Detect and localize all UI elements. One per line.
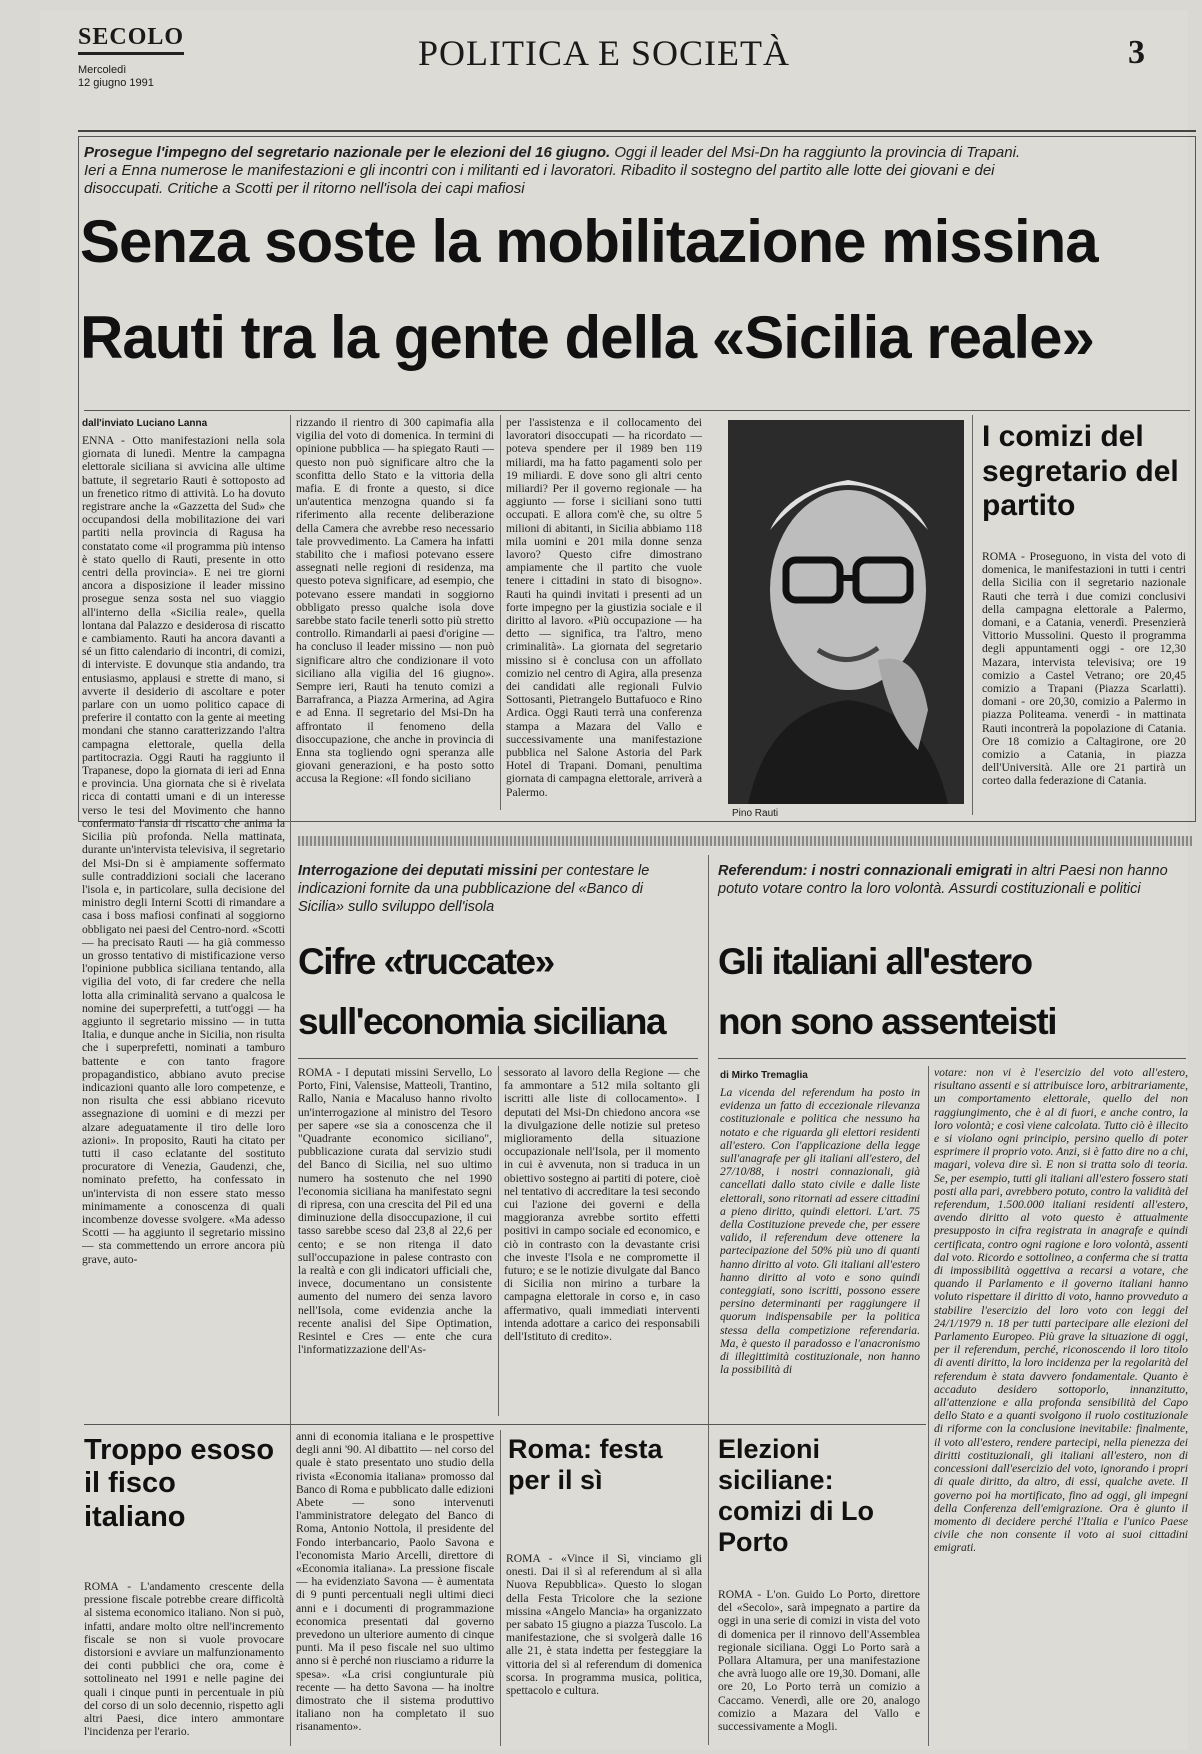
cifre-kicker (298, 862, 688, 916)
festa-headline: Roma: festa per il sì (508, 1434, 663, 1496)
loporto-body: ROMA - L'on. Guido Lo Porto, direttore del «Secolo», sarà impegnato a partire da oggi in una serie di comizi in vista del voto di domenica per il rinnovo dell'Assemblea regionale siciliana. Oggi Lo Porto sarà a Pollara Altamura, per una manifestazione che avrà luogo alle ore 19,30. Domani, alle ore 20, Lo Porto terrà un comizio a Caccamo. Venerdì, alle ore 20, analogo comizio a Mazara del Vallo e successivamente a Mogli. (718, 1588, 920, 1734)
festa-body: ROMA - «Vince il Sì, vinciamo gli onesti. Dai il sì al referendum al sì alla Nuova Repubblica». Questo lo slogan della Festa Tricolore che la sezione missina «Angelo Mancia» ha organizzato per sabato 15 giugno a piazza Tuscolo. La manifestazione, che si svolgerà dalle 16 alle 21, è stata indetta per festeggiare la vittoria del sì al referendum di domenica scorsa. In programma musica, politica, spettacolo e cultura. (506, 1552, 702, 1698)
lead-kicker-rest: Oggi il leader del Msi-Dn ha raggiunto la provincia di Trapani. Ieri a Enna numerose le manifestazioni e gli incontri con i militanti ed i lavoratori. Ribadito il sostegno del partito alle lotte dei giovani e dei disoccupati. Critiche a Scotti per il ritorno nell'isola dei capi mafiosi (84, 144, 1021, 197)
masthead-date (78, 64, 154, 90)
masthead-weekday: Mercoledì (78, 64, 127, 76)
estero-kicker (718, 862, 1168, 898)
portrait-image (728, 420, 964, 804)
photo-caption: Pino Rauti (732, 808, 779, 819)
lead-headline-2: Rauti tra la gente della «Sicilia reale» (80, 304, 1094, 371)
fisco-column-2: anni di economia italiana e le prospettive degli anni '90. Al dibattito — nel corso del quale è stato presentato uno studio della rivista «Economia italiana» promosso dal Banco di Roma e pubblicato dalle edizioni Abete — sono intervenuti l'amministratore delegato del Banco di Roma, Antonio Nottola, il presidente del Fondo interbancario, Paolo Savona e l'economista Mario Arcelli, direttore di «Economia italiana». La pressione fiscale — ha evidenziato Savona — è aumentata di 9 punti percentuali negli ultimi dieci anni e i documenti di programmazione economica presentati dal governo prevedono un ulteriore aumento di cinque punti. Ma il peso fiscale nel suo ultimo anno si è perché non riusciamo a ridurre la spesa». «La crisi congiunturale più recente — ha detto Savona — ha inoltre dimostrato che il sistema produttivo italiano non ha completato il suo risanamento». (296, 1430, 494, 1734)
estero-kicker-bold: Referendum: i nostri connazionali emigrati (718, 863, 1013, 879)
column-rule (500, 1430, 501, 1746)
cifre-headline-2: sull'economia siciliana (298, 1001, 666, 1042)
column-rule (290, 415, 291, 1545)
column-rule (972, 415, 973, 815)
cifre-kicker-rest: per contestare le indicazioni fornite da una pubblicazione del «Banco di Sicilia» sullo sviluppo dell'isola (298, 863, 650, 915)
column-rule (498, 1066, 499, 1416)
lead-headline-1: Senza soste la mobilitazione missina (80, 208, 1098, 275)
section-title: POLITICA E SOCIETÀ (418, 33, 790, 73)
lead-column-2: rizzando il rientro di 300 capimafia alla vigilia del voto di domenica. In termini di opinione pubblica — ha spiegato Rauti — questo non può significare altro che la sconfitta dello Stato e la vittoria della mafia. E di fronte a questo, si dice un'autentica menzogna quando si fa riferimento alla recente deliberazione della Camera che avrebbe reso necessario tale provvedimento. La Camera ha infatti stabilito che i mafiosi potevano essere assegnati nelle regioni di residenza, ma questo poteva significare, ad esempio, che potevano essere mandati in soggiorno obbligato presso qualche isola dove sarebbe stato facile tenerli sotto più stretto controllo. Rimandarli ai paesi d'origine — ha concluso il leader missino — non può significare altro che condizionare il voto siciliano alla vigilia del 16 giugno». Sempre ieri, Rauti ha tenuto comizi a Barrafranca, a Piazza Armerina, ad Agira e ad Enna. Il segretario del Msi-Dn ha affrontato il fenomeno della disoccupazione, che anche in provincia di Enna sta togliendo ogni speranza alle giovani generazioni, e ha posto sotto accusa la Regione: «Il fondo siciliano (296, 416, 494, 786)
lead-column-3: per l'assistenza e il collocamento dei lavoratori disoccupati — ha ricordato — poteva spendere per il 1989 ben 119 miliardi, ma ha fatto pagamenti solo per 19 miliardi. E dove sono gli altri cento miliardi? Per il governo regionale — ha aggiunto — forse i siciliani sono tutti occupati. E allora com'è che, su oltre 5 milioni di abitanti, in Sicilia abbiamo 118 mila uomini e 201 mila donne senza lavoro? Questo cifre dimostrano ampiamente che il partito che vuole tenere i cittadini in stato di bisogno». Rauti ha quindi invitati i presenti ad un forte impegno per la giustizia sociale e il diritto al lavoro. «Più occupazione — ha detto — significa, tra l'altro, meno criminalità». La giornata del segretario missino si è conclusa con un affollato comizio nel centro di Agira, alla presenza dei candidati alle regionali Fulvio Sottosanti, Pietrangelo Buttafuoco e Rino Ardica. Oggi Rauti terrà una conferenza stampa a Mazara del Vallo e successivamente una manifestazione pubblica nel Salone Astoria del Park Hotel di Trapani. Domani, penultima giornata di campagna elettorale, arriverà a Palermo. (506, 416, 702, 799)
estero-kicker-rest: in altri Paesi non hanno potuto votare contro la loro volontà. Assurdi costituzionali e politici (718, 863, 1168, 897)
masthead-date-text: 12 giugno 1991 (78, 77, 154, 89)
fisco-column-1: ROMA - L'andamento crescente della pressione fiscale potrebbe creare difficoltà al sistema economico italiano. Non si può, infatti, andare molto oltre nell'incremento fiscale se non si vuole provocare distorsioni e avviare un malfunzionamento dei conti pubblici che ora, come è sottolineato nel 1991 e nelle pagine dei quali i cinque punti in percentuale in più del corso di un solo decennio, rispetto agli altri Paesi, dice intero ammontare l'incidenza per l'erario. (84, 1580, 284, 1739)
comizi-body: ROMA - Proseguono, in vista del voto di domenica, le manifestazioni in tutti i centri della Sicilia con il segretario nazionale Rauti che terrà i due comizi conclusivi della campagna elettorale a Palermo, domani, e a Catania, venerdì. Presenzierà Vittorio Mussolini. Questo il programma degli appuntamenti oggi - ore 12,30 Mazara, intervista televisiva; ore 19 comizio a Castel Vetrano; ore 20,45 comizio a Trapani (Piazza Scarlatti). domani - ore 20,30, comizio a Palermo in piazza Politeama. venerdì - in mattinata Rauti incontrerà la popolazione di Catania. Ore 18 comizio a Caltagirone, ore 20 comizio a Catania, in piazza dell'Università. Alle ore 21 partirà un corteo dalla federazione di Catania. (982, 550, 1186, 788)
column-rule (708, 855, 709, 1745)
page-number: 3 (1128, 34, 1145, 71)
comizi-headline: I comizi del segretario del partito (982, 420, 1179, 522)
lead-kicker (84, 144, 1024, 198)
column-rule (500, 415, 501, 810)
cifre-column-1: ROMA - I deputati missini Servello, Lo Porto, Fini, Valensise, Matteoli, Trantino, Rallo, Nania e Macaluso hanno rivolto un'interrogazione al ministro del Tesoro per sapere «se sia a conoscenza che il "Quadrante economico siciliano", pubblicazione curata dal servizio studi del Banco di Sicilia, nel suo ultimo numero ha sostenuto che nel 1990 l'economia siciliana ha manifestato segni di ripresa, con una crescita del Pil ed una diminuzione della disoccupazione, il cui tasso sarebbe sceso dal 23,8 al 22,6 per cento; e se non ritenga il dato sull'occupazione in palese contrasto con la realtà e con gli indicatori ufficiali che, invece, documentano un consistente aumento del numero dei senza lavoro nell'Isola, come evidenzia anche la recente analisi del Sipe Optimation, Resintel e Cres — ente che cura l'informatizzazione dell'As- (298, 1066, 492, 1357)
loporto-headline: Elezioni siciliane: comizi di Lo Porto (718, 1434, 875, 1558)
lead-kicker-bold: Prosegue l'impegno del segretario nazionale per le elezioni del 16 giugno. (84, 144, 611, 161)
estero-headline-1: Gli italiani all'estero (718, 941, 1032, 982)
estero-column-2: votare: non vi è l'esercizio del voto all'estero, risultano assenti e si attribuisce loro, arbitrariamente, un comportamento elettorale, quello del non raggiungimento, che è al di fuori, e anche contro, la loro volontà; e così viene calcolata. Tutto ciò è illecito e si violano ogni principio, persino quello di poter esprimere il proprio voto. Anzi, si è fatto dire no a chi, magari, voleva dire sì. E non si tratta solo di teoria. Se, per esempio, tutti gli italiani all'estero fossero stati posti alla pari, avrebbero potuto, contro la validità del referendum, 1.500.000 italiani residenti all'estero, avendo diritto al voto questo è attualmente presupposto in cifra registrata in anagrafe e quindi certificata, contro ogni ragione e loro volontà, assenti dal voto. Ricordo e sottolineo, a conferma che si tratta di impossibilità oggettiva a recarsi a votare, che quando il Parlamento e il governo italiani hanno voluto rispettare il diritto di voto, hanno provveduto a stabilire l'esercizio del loro voto con leggi del 24/1/1979 n. 18 per tutti partecipare alle elezioni del Parlamento Europeo. Più grave la situazione di oggi, per il referendum, perché, riconoscendo il loro titolo di aventi diritto, la loro incidenza per la regolarità del referendum è stata davvero fondamentale. Quanto è accaduto desidero sottoporlo, innanzitutto, all'attenzione e alla profonda sensibilità del Capo dello Stato e a quanti svolgono il ruolo costituzionale di riforme con la conclusione inevitabile: finalmente, il voto all'estero, rendere partecipi, nella pienezza dei diritti costituzionali, gli italiani all'estero, non di concessioni dall'esercizio del voto, ignorando i propri di quale diritto, da altro, di essi, qualche avete. Il governo poi ha mortificato, fino ad oggi, gli impegni della Conferenza dell'emigrazione. Ora è giunto il momento di decidere perché l'Italia e l'unico Paese civile che non consente il voto ai suoi cittadini emigrati. (934, 1066, 1188, 1555)
estero-column-1-text: La vicenda del referendum ha posto in evidenza un fatto di eccezionale rilevanza costituzionale e politica che nessuno ha notato e che riguarda gli elettori residenti all'estero. Con l'applicazione della legge sull'anagrafe per gli italiani all'estero, del 27/10/88, i nostri connazionali, già cancellati dallo stato civile e dalle liste elettorali, sono ritornati ad essere cittadini a pieno diritto, quindi elettori. L'art. 75 della Costituzione prevede che, per essere valido, il referendum deve ottenere la partecipazione del 50% più uno di quanti hanno diritto al voto. Gli italiani all'estero hanno diritto al voto e sono quindi conteggiati, sono iscritti, possono essere persino determinanti per raggiungere il quorum indispensabile per la politica stessa della competizione referendaria. Ma, è questo il paradosso e l'anacronismo di illegittimità costituzionale, non hanno la possibilità di (720, 1086, 920, 1377)
column-rule (290, 1430, 291, 1746)
fisco-headline: Troppo esoso il fisco italiano (84, 1434, 275, 1533)
hatch-divider (298, 836, 1192, 846)
lead-column-1: ENNA - Otto manifestazioni nella sola giornata di lunedì. Mentre la campagna elettorale siciliana si avvicina alle ultime battute, il segretario Rauti è sottoposto ad un frenetico ritmo di attività. Lo ha dovuto registrare anche la «Gazzetta del Sud» che occupandosi della mobilitazione dei vari partiti nella provincia di Ragusa ha constatato come «il programma più intenso è stato quello di Rauti, presente in otto centri della provincia». E nei tre giorni ancora a disposizione il leader missino prosegue senza sosta nel suo viaggio all'interno della «Sicilia reale», quella lontana dal Palazzo e desiderosa di riscatto e cambiamento. Rauti ha ancora davanti a sé un fitto calendario di incontri, di comizi, di interviste. E dovunque stia andando, tra entusiasmo, applausi e strette di mano, si avverte il desiderio di ascoltare e poter parlare con un uomo politico capace di preferire il contatto con la gente ai meeting mondani che stanno caratterizzando l'altra campagna elettorale, quella della partitocrazia. Oggi Rauti ha raggiunto il Trapanese, dopo la giornata di ieri ad Enna e provincia. Una giornata che si è rivelata ricca di contatti umani e di un interesse verso le tesi del Movimento che hanno confermato l'ansia di riscatto che anima la Sicilia più profonda. Nella mattinata, durante un'intervista televisiva, il segretario del Msi-Dn si è ampiamente soffermato sulle contraddizioni sociali che lacerano l'isola e, in particolare, sulla decisione del ministro degli Interni Scotti di rimandare a casa i boss mafiosi confinati al soggiorno obbligato nei paesi del Centro-nord. «Scotti — ha precisato Rauti — ha già commesso un grosso tentativo di mistificazione verso l'opinione pubblica siciliana tentando, alla vigilia del voto, di far credere che nella lotta alla criminalità servano a qualcosa le nomine dei superprefetti, a tutt'oggi — ha aggiunto il segretario missino — in tutta Italia, e dunque anche in Sicilia, non risulta che i superprefetti, nominati a tamburo battente e con tanto fragore propagandistico, abbiano avuto precise indicazioni quanto alle loro competenze, e non risulta che essi abbiano ricevuto assegnazione di uomini e di mezzi per alzare adeguatamente il tiro delle loro azioni». In proposito, Rauti ha citato per tutti il caso eclatante del sostituto procuratore di Venezia, Gaudenzi, che, nominato prefetto, ha confessato in un'intervista di non essere stato messo minimamente a conoscenza di quali incombenze dovesse svolgere. «Ma adesso Scotti — ha aggiunto il segretario missino — sta commettendo un errore ancora più grave, auto- (82, 434, 285, 1266)
estero-column-1 (720, 1086, 920, 1418)
estero-byline: di Mirko Tremaglia (720, 1070, 808, 1081)
top-rule (78, 130, 1196, 132)
newspaper-page (40, 10, 1188, 1750)
estero-rule (718, 1058, 1186, 1059)
column-rule (928, 1066, 929, 1746)
newspaper-logo: SECOLO (78, 24, 184, 55)
cifre-column-2: sessorato al lavoro della Regione — che fa ammontare a 512 mila soltanto gli iscritti alle liste di collocamento». I deputati del Msi-Dn chiedono ancora «se la divulgazione delle notizie sul preteso miglioramento della situazione occupazionale nell'Isola, per il momento in cui è avvenuta, non si traduca in un obiettivo sostegno ai partiti di potere, cioè nel tentativo di accreditare la tesi secondo cui l'azione dei governi e della maggioranza avrebbe sortito effetti positivi in campo sociale ed economico, e ciò in contrasto con la devastante crisi che investe l'Isola e ne compromette il futuro; e se le notizie divulgate dal Banco di Sicilia non mirino a turbare la campagna elettorale in corso e, in caso affermativo, quali immediati interventi intenda adottare a carico dei responsabili dell'Istituto di credito». (504, 1066, 700, 1344)
cifre-headline-1: Cifre «truccate» (298, 941, 554, 982)
rauti-photo (728, 420, 964, 804)
estero-headline-2: non sono assenteisti (718, 1001, 1057, 1042)
lead-byline: dall'inviato Luciano Lanna (82, 418, 208, 429)
bottom-rule (84, 1424, 926, 1425)
cifre-rule (298, 1058, 698, 1059)
cifre-kicker-bold: Interrogazione dei deputati missini (298, 863, 538, 879)
lead-rule (84, 410, 1190, 411)
